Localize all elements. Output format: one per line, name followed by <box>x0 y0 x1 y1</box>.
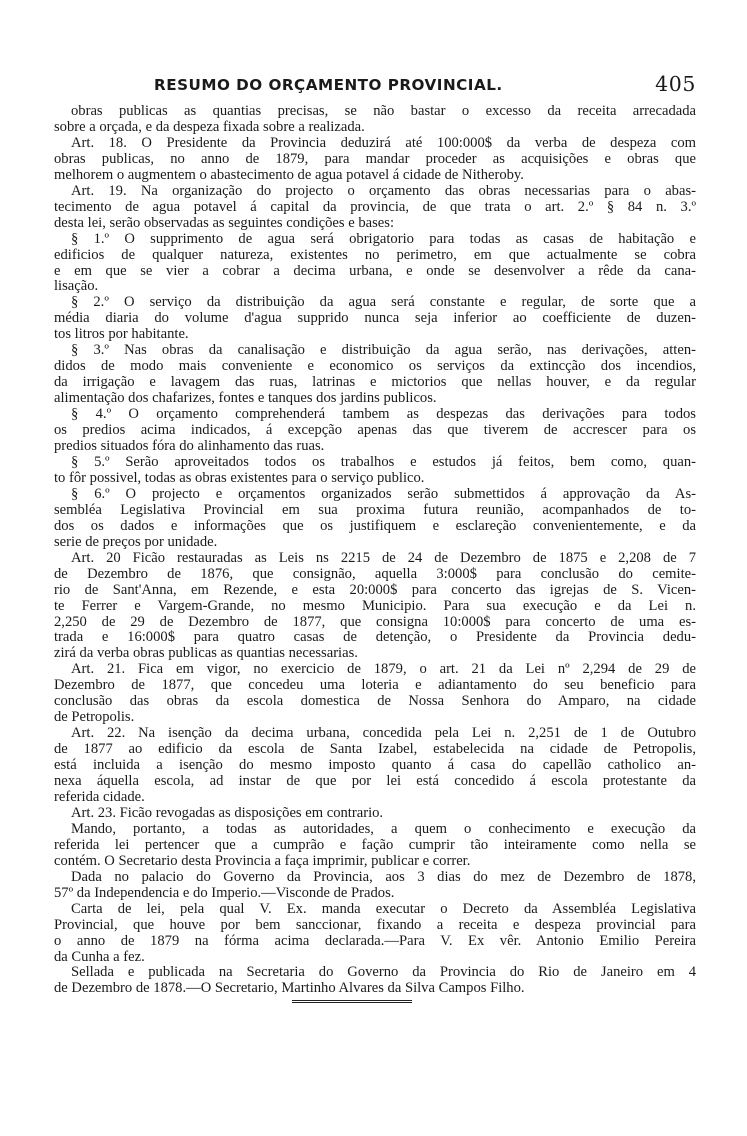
text-line: Dezembro de 1877, que concedeu uma loteria e adiantamento do seu beneficio para <box>54 677 696 694</box>
text-line: § 2.º O serviço da distribuição da agua será constante e regular, de sorte que a <box>71 294 696 311</box>
text-line: Provincial, que houve por bem sanccionar, fixando a receita e despeza provincial para <box>54 916 696 933</box>
text-line: 57º da Independencia e do Imperio.—Visconde de Prados. <box>54 884 395 901</box>
text-line: Art. 21. Fica em vigor, no exercicio de 1879, o art. 21 da Lei nº 2,294 de 29 de <box>71 661 696 678</box>
text-line: tecimento de agua potavel á capital da provincia, de que trata o art. 2.º § 84 n. 3.º <box>54 198 696 215</box>
text-line: § 6.º O projecto e orçamentos organizados serão submettidos á approvação da As- <box>71 485 696 502</box>
text-line: trada e 16:000$ para quatro casas de detenção, o Presidente da Provincia dedu- <box>54 629 696 646</box>
text-line: lisação. <box>54 278 99 295</box>
text-line: conclusão das obras da escola domestica de Nossa Senhora do Amparo, na cidade <box>54 693 696 710</box>
text-line: § 3.º Nas obras da canalisação e distribuição da agua serão, nas derivações, atten- <box>71 342 696 359</box>
text-line: de Petropolis. <box>54 709 135 726</box>
text-line: obras publicas, no anno de 1879, para mandar proceder as acquisições e obras que <box>54 150 696 167</box>
text-line: Art. 18. O Presidente da Provincia deduzirá até 100:000$ da verba de despeza com <box>71 134 696 151</box>
text-line: tos litros por habitante. <box>54 326 189 343</box>
text-line: didos de modo mais conveniente e economico os serviços da extincção dos incendios, <box>54 358 696 375</box>
closing-double-rule <box>292 1000 412 1004</box>
text-line: § 5.º Serão aproveitados todos os trabalhos e estudos já feitos, bem como, quan- <box>71 453 696 470</box>
text-line: e em que se vier a cobrar a decima urbana, e onde se desenvolver a rêde da cana- <box>54 262 696 279</box>
text-line: melhorem o augmentem o abastecimento de agua potavel á cidade de Nitheroby. <box>54 166 524 183</box>
text-line: Art. 22. Na isenção da decima urbana, concedida pela Lei n. 2,251 de 1 de Outubro <box>71 725 696 742</box>
text-line: § 1.º O supprimento de agua será obrigatorio para todas as casas de habitação e <box>71 230 696 247</box>
text-line: de Dezembro de 1878.—O Secretario, Martinho Alvares da Silva Campos Filho. <box>54 980 525 997</box>
text-line: Carta de lei, pela qual V. Ex. manda executar o Decreto da Assembléa Legislativa <box>71 900 696 917</box>
text-line: da Cunha a fez. <box>54 948 145 965</box>
text-line: Art. 23. Ficão revogadas as disposições em contrario. <box>71 804 384 821</box>
text-line: de Dezembro de 1876, que consignão, aquella 3:000$ para conclusão do cemite- <box>54 565 696 582</box>
text-line: Sellada e publicada na Secretaria do Governo da Provincia do Rio de Janeiro em 4 <box>71 964 696 981</box>
text-line: está incluida a isenção do mesmo imposto quanto á casa do capellão catholico an- <box>54 757 696 774</box>
text-line: te Ferrer e Vargem-Grande, no mesmo Municipio. Para sua execução e da Lei n. <box>54 597 696 614</box>
text-line: da irrigação e lavagem das ruas, latrinas e mictorios que nellas houver, e da regular <box>54 374 696 391</box>
text-line: Art. 19. Na organização do projecto o orçamento das obras necessarias para o abas- <box>71 182 696 199</box>
text-line: de 1877 ao edificio da escola de Santa Izabel, estabelecida na cidade de Petropolis, <box>54 741 696 758</box>
document-body <box>54 104 696 997</box>
text-line: predios situados fóra do alinhamento das ruas. <box>54 438 325 455</box>
page-title: RESUMO DO ORÇAMENTO PROVINCIAL. <box>154 76 503 94</box>
running-header <box>54 70 696 100</box>
page-number: 405 <box>655 72 696 96</box>
text-line: Art. 20 Ficão restauradas as Leis ns 2215 de 24 de Dezembro de 1875 e 2,208 de 7 <box>71 549 696 566</box>
text-line: referida cidade. <box>54 788 145 805</box>
text-line: os predios acima indicados, á excepção apenas das que tiverem de accrescer para os <box>54 422 696 439</box>
text-line: edificios de qualquer natureza, existentes no perimetro, em que actualmente se cobra <box>54 246 696 263</box>
text-line: nexa áquella escola, ad instar de que por lei está concedido á escola protestante da <box>54 773 696 790</box>
text-line: desta lei, serão observadas as seguintes condições e bases: <box>54 214 395 231</box>
text-line: Dada no palacio do Governo da Provincia, aos 3 dias do mez de Dezembro de 1878, <box>71 868 696 885</box>
text-line: to fôr possivel, todas as obras existentes para o serviço publico. <box>54 469 425 486</box>
text-line: média diaria do volume d'agua supprido nunca seja inferior ao coefficiente de duzen- <box>54 310 696 327</box>
text-line: sembléa Legislativa Provincial em sua proxima futura reunião, acompanhados de to- <box>54 501 696 518</box>
text-line: obras publicas as quantias precisas, se não bastar o excesso da receita arrecadada <box>71 103 696 119</box>
text-line: Mando, portanto, a todas as autoridades, a quem o conhecimento e execução da <box>71 820 696 837</box>
text-line: § 4.º O orçamento comprehenderá tambem as despezas das derivações para todos <box>71 406 696 423</box>
text-line: contém. O Secretario desta Provincia a faça imprimir, publicar e correr. <box>54 852 471 869</box>
text-line: rio de Sant'Anna, em Rezende, e esta 20:000$ para concerto das igrejas de S. Vicen- <box>54 581 696 598</box>
text-line: zirá da verba obras publicas as quantias necessarias. <box>54 645 358 662</box>
text-line: referida lei pertencer que a cumprão e fação cumprir tão inteiramente como nella se <box>54 836 696 853</box>
text-line: o anno de 1879 na fórma acima declarada.—Para V. Ex vêr. Antonio Emilio Pereira <box>54 932 696 949</box>
text-line: sobre a orçada, e da despeza fixada sobre a realizada. <box>54 118 365 135</box>
text-line: 2,250 de 29 de Dezembro de 1877, que consigna 10:000$ para concerto de uma es- <box>54 613 696 630</box>
text-line: dos os dados e informações que os justifiquem e esclareção convenientemente, e da <box>54 517 696 534</box>
text-line: alimentação dos chafarizes, fontes e tanques dos jardins publicos. <box>54 390 437 407</box>
text-line: serie de preços por unidade. <box>54 533 218 550</box>
